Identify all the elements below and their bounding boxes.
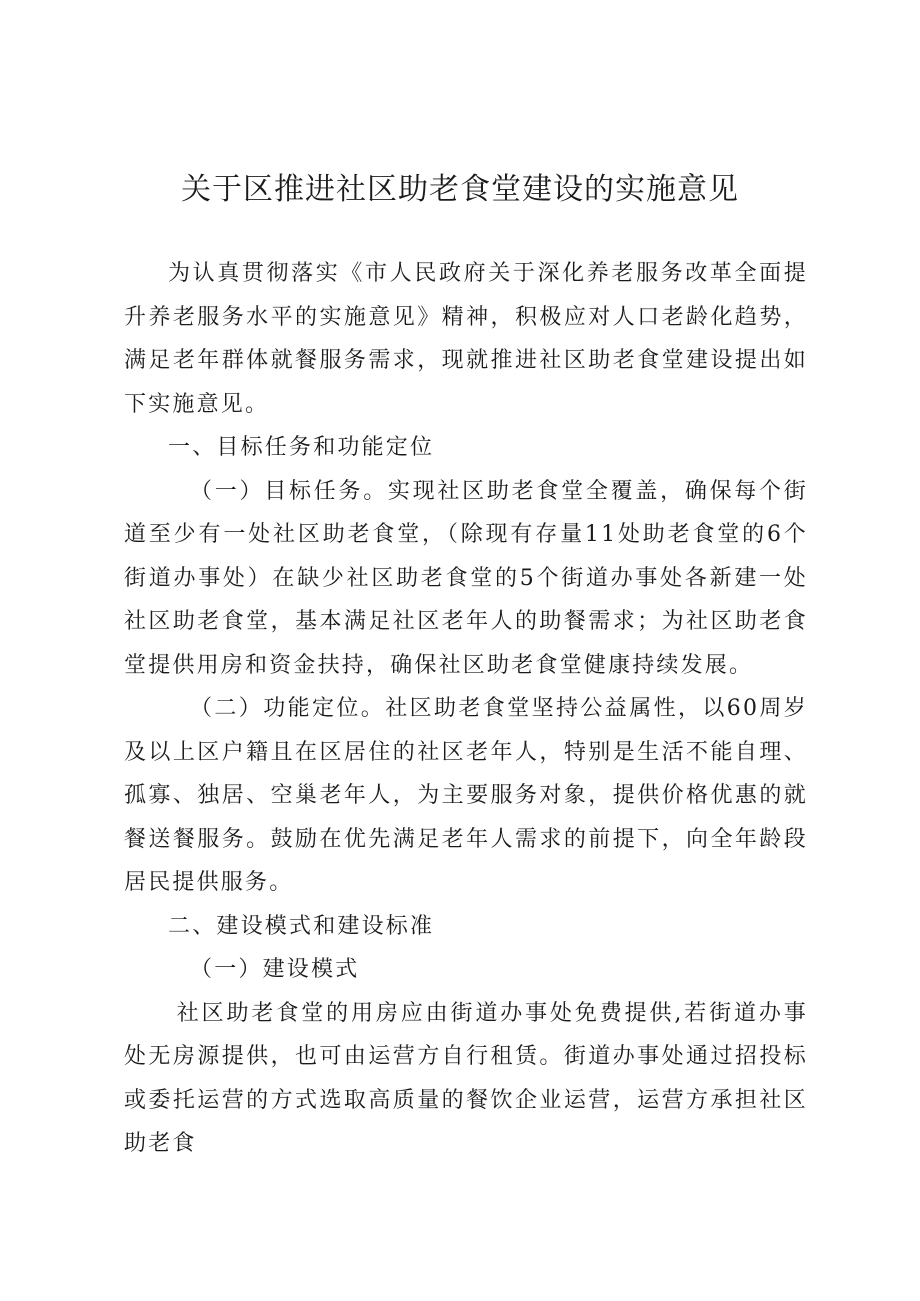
document-body — [124, 252, 808, 1166]
section-1-heading: 一、目标任务和功能定位 — [168, 435, 435, 460]
intro-paragraph: 为认真贯彻落实《市人民政府关于深化养老服务改革全面提升养老服务水平的实施意见》精神，积极应对人口老龄化趋势，满足老年群体就餐服务需求，现就推进社区助老食堂建设提出如下实施意见。 — [124, 261, 808, 417]
section-2-heading: 二、建设模式和建设标准 — [168, 913, 435, 939]
section-2-sub-heading: （一）建设模式 — [190, 957, 360, 982]
section-1-item-1: （一）目标任务。实现社区助老食堂全覆盖，确保每个街道至少有一处社区助老食堂，（除现有存量11处助老食堂的6个街道办事处）在缺少社区助老食堂的5个街道办事处各新建一处社区助老食堂，基本满足社区老年人的助餐需求；为社区助老食堂提供用房和资金扶持，确保社区助老食堂健康持续发展。 — [124, 478, 808, 678]
document-title: 关于区推进社区助老食堂建设的实施意见 — [181, 172, 739, 207]
section-2-paragraph: 社区助老食堂的用房应由街道办事处免费提供,若街道办事处无房源提供，也可由运营方自行租赁。街道办事处通过招投标或委托运营的方式选取高质量的餐饮企业运营，运营方承担社区助老食 — [124, 1000, 808, 1156]
section-1-item-2: （二）功能定位。社区助老食堂坚持公益属性，以60周岁及以上区户籍且在区居住的社区老年人，特别是生活不能自理、孤寡、独居、空巢老年人，为主要服务对象，提供价格优惠的就餐送餐服务。鼓励在优先满足老年人需求的前提下，向全年龄段居民提供服务。 — [124, 696, 808, 895]
